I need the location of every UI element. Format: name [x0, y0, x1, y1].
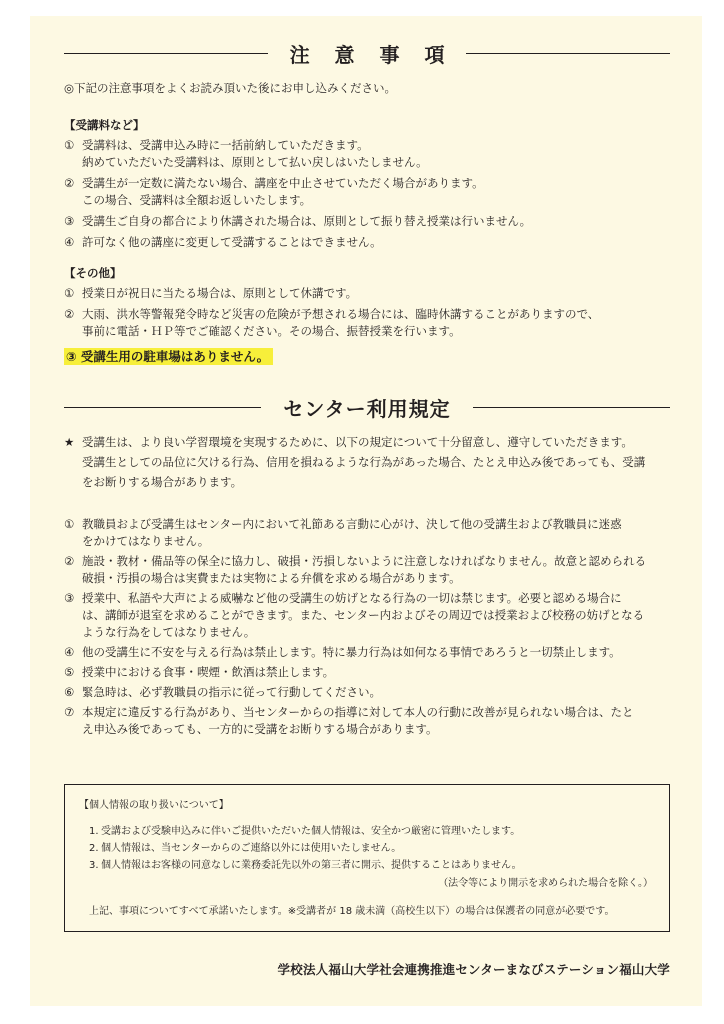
- item-text: 本規定に違反する行為があり、当センターからの指導に対して本人の行動に改善が見られない場合は、たと え申込み後であっても、一方的に受講をお断りする場合があります。: [82, 705, 634, 736]
- item-text: 受講料は、受講申込み時に一括前納していただきます。 納めていただいた受講料は、原則として払い戻しはいたしません。: [82, 138, 428, 169]
- list-item: [64, 664, 674, 681]
- item-number: ④: [64, 235, 75, 249]
- list-item: [64, 516, 674, 550]
- item-number: ③: [64, 591, 75, 605]
- item-text: 他の受講生に不安を与える行為は禁止します。特に暴力行為は如何なる事情であろうと一切禁止します。: [82, 645, 621, 659]
- item-text: 施設・教材・備品等の保全に協力し、破損・汚損しないように注意しなければなりません。故意と認められる 破損・汚損の場合は実費または実物による弁償を求める場合があります。: [82, 554, 647, 585]
- list-item: [89, 840, 659, 857]
- item-text: 教職員および受講生はセンター内において礼節ある言動に心がけ、決して他の受講生および教職員に迷惑 をかけてはなりません。: [82, 517, 622, 548]
- item-text: 個人情報は、当センターからのご連絡以外には使用いたしません。: [101, 843, 402, 854]
- fees-list: [64, 137, 674, 255]
- notes-title: 注 意 事 項: [289, 42, 454, 67]
- list-item: [64, 590, 674, 641]
- item-number: ①: [64, 138, 75, 152]
- item-number: ④: [64, 645, 75, 659]
- item-text: 受講生ご自身の都合により休講された場合は、原則として振り替え授業は行いません。: [82, 214, 532, 228]
- item-number: 2.: [89, 843, 99, 854]
- list-item: [64, 553, 674, 587]
- privacy-box: [64, 784, 670, 932]
- item-text: 受講および受験申込みに伴いご提供いただいた個人情報は、安全かつ厳密に管理いたします。: [101, 826, 521, 837]
- page-sheet: [30, 16, 702, 1006]
- item-text: 大雨、洪水等警報発令時など災害の危険が予想される場合には、臨時休講することがありますので、 事前に電話・ＨＰ等でご確認ください。その場合、振替授業を行います。: [82, 307, 600, 338]
- item-number: ⑦: [64, 705, 75, 719]
- item-number: ③: [64, 214, 75, 228]
- notes-heading: [64, 38, 670, 68]
- item-text: 授業中、私語や大声による威嚇など他の受講生の妨げとなる行為の一切は禁じます。必要と認める場合に は、講師が退室を求めることができます。また、センター内およびその周辺では授業および校務の妨げとなる ような行為をしてはなりません。: [82, 591, 645, 639]
- intro-text: ◎下記の注意事項をよくお読み頂いた後にお申し込みください。: [64, 81, 397, 95]
- item-number: ①: [64, 286, 75, 300]
- list-item: [64, 704, 674, 738]
- list-item: [64, 175, 674, 209]
- item-number: 3.: [89, 860, 99, 871]
- item-text: 授業日が祝日に当たる場合は、原則として休講です。: [82, 286, 358, 300]
- item-number: ②: [64, 176, 75, 190]
- rules-title: センター利用規定: [283, 396, 451, 421]
- rules-list: [64, 516, 674, 741]
- heading-rule-right: [466, 53, 670, 54]
- list-item: [64, 234, 674, 251]
- list-item: [89, 857, 659, 874]
- list-item: [64, 306, 674, 340]
- other-heading: 【その他】: [64, 266, 122, 280]
- star-icon: ★: [64, 435, 75, 449]
- item-number: 1.: [89, 826, 99, 837]
- item-text: 許可なく他の講座に変更して受講することはできません。: [82, 235, 382, 249]
- privacy-heading: 【個人情報の取り扱いについて】: [79, 800, 229, 811]
- other-list: [64, 285, 674, 344]
- heading-rule-left: [64, 53, 268, 54]
- agreement-text: 上記、事項についてすべて承諾いたします。※受講者が 18 歳未満（高校生以下）の場合は保護者の同意が必要です。: [89, 906, 615, 917]
- list-item: [64, 137, 674, 171]
- list-item: [89, 823, 659, 840]
- item-number: ⑥: [64, 685, 75, 699]
- highlighted-text: ③ 受講生用の駐車場はありません。: [64, 348, 273, 365]
- list-item: [64, 684, 674, 701]
- fees-heading: 【受講料など】: [64, 118, 145, 132]
- item-number: ②: [64, 554, 75, 568]
- item-text: 個人情報はお客様の同意なしに業務委託先以外の第三者に開示、提供することはありません。: [101, 860, 522, 871]
- item-text: 緊急時は、必ず教職員の指示に従って行動してください。: [82, 685, 381, 699]
- heading-rule-right: [473, 407, 670, 408]
- item-text: 受講生が一定数に満たない場合、講座を中止させていただく場合があります。 この場合、受講料は全額お返しいたします。: [82, 176, 484, 207]
- notice-text: 受講生は、より良い学習環境を実現するために、以下の規定について十分留意し、遵守していただきます。 受講生としての品位に欠ける行為、信用を損ねるような行為があった場合、たとえ申込み後であっても、受講 をお断りする場合があります。: [82, 435, 646, 489]
- privacy-list: [89, 823, 659, 874]
- item-number: ⑤: [64, 665, 75, 679]
- item-number: ①: [64, 517, 75, 531]
- rules-heading: [64, 392, 670, 422]
- list-item: [64, 285, 674, 302]
- heading-rule-left: [64, 407, 261, 408]
- rules-notice: [64, 432, 674, 492]
- item-number: ②: [64, 307, 75, 321]
- list-item: [64, 213, 674, 230]
- item-text: 授業中における食事・喫煙・飲酒は禁止します。: [82, 665, 335, 679]
- privacy-exception-note: （法令等により開示を求められた場合を除く。）: [438, 878, 653, 889]
- organization-name: 学校法人福山大学社会連携推進センターまなびステーション福山大学: [277, 962, 670, 977]
- parking-notice: [64, 348, 674, 365]
- list-item: [64, 644, 674, 661]
